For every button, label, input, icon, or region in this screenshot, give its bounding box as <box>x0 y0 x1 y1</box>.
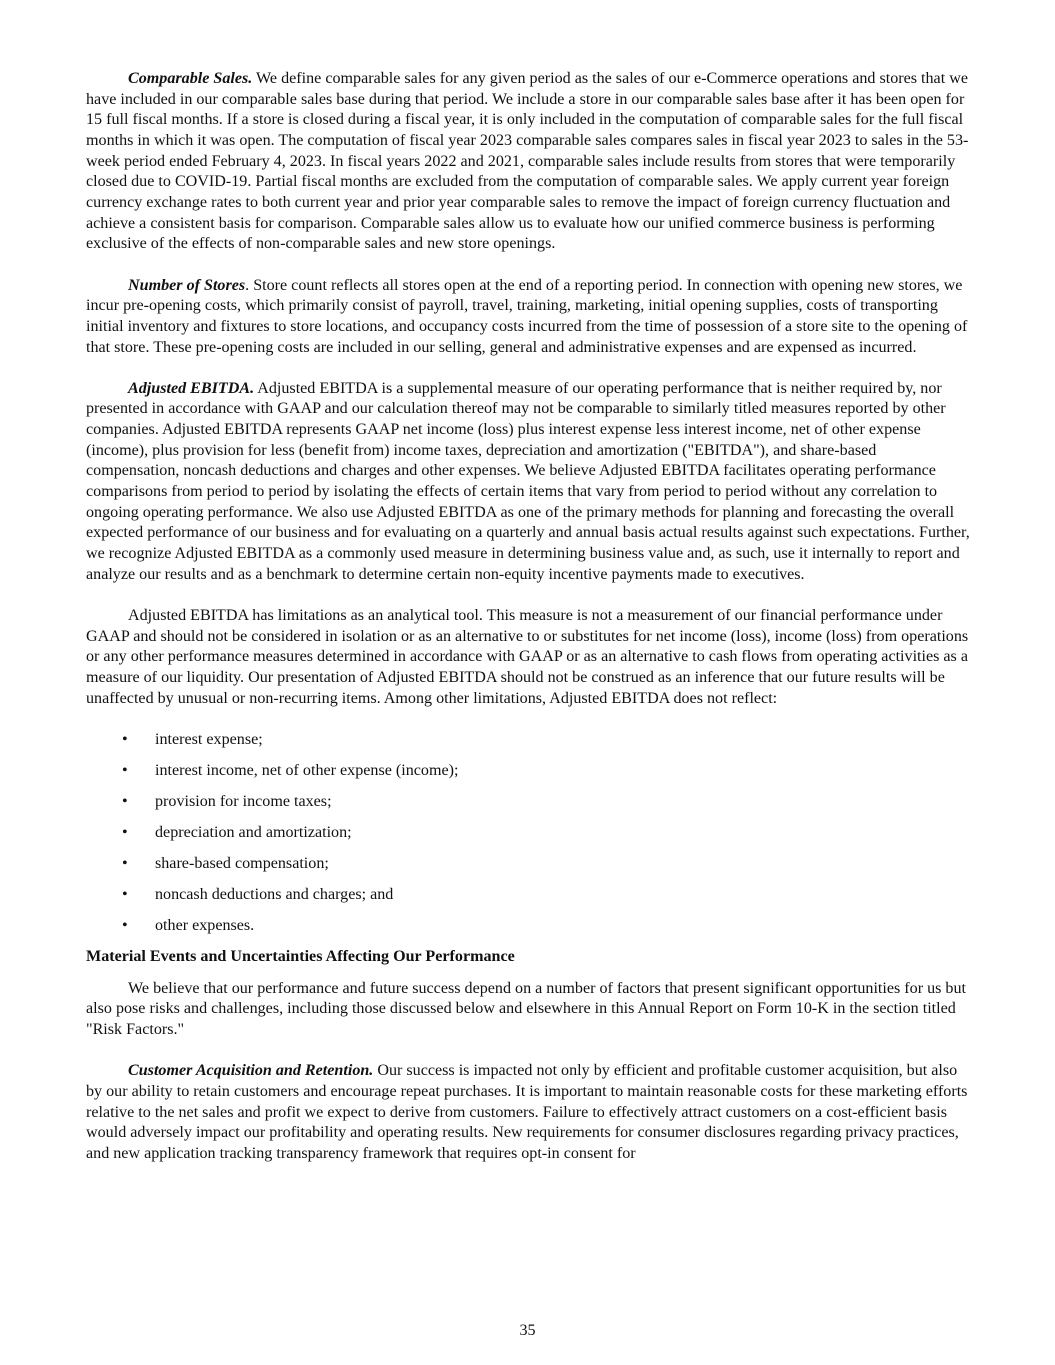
list-item-text: noncash deductions and charges; and <box>155 885 394 903</box>
paragraph-lead-adjusted-ebitda: Adjusted EBITDA. <box>128 379 255 397</box>
list-item-text: provision for income taxes; <box>155 792 332 810</box>
list-item <box>86 885 971 906</box>
list-item-text: depreciation and amortization; <box>155 823 352 841</box>
bullet-icon: • <box>122 916 128 934</box>
paragraph-customer-acquisition <box>86 1061 971 1164</box>
bullet-icon: • <box>122 854 128 872</box>
bullet-icon: • <box>122 885 128 903</box>
page-number: 35 <box>519 1322 536 1339</box>
paragraph-comparable-sales <box>86 69 971 255</box>
list-item-text: share-based compensation; <box>155 854 329 872</box>
paragraph-number-of-stores <box>86 276 971 359</box>
document-page <box>86 69 971 1185</box>
ebitda-exclusions-list <box>86 730 971 937</box>
paragraph-lead-number-of-stores: Number of Stores <box>128 276 246 294</box>
paragraph-body: We define comparable sales for any given period as the sales of our e-Commerce operations and stores that we have included in our comparable sales base during that period. We include a store in our comparable sales base after it has been open for 15 full fiscal months. If a store is closed during a fiscal year, it is only included in the computation of comparable sales for the full fiscal months in which it was open. The computation of fiscal year 2023 comparable sales compares sales in fiscal year 2023 to sales in the 53-week period ended February 4, 2023. In fiscal years 2022 and 2021, comparable sales include results from stores that were temporarily closed due to COVID-19. Partial fiscal months are excluded from the computation of comparable sales. We apply current year foreign currency exchange rates to both current year and prior year comparable sales to remove the impact of foreign currency fluctuation and achieve a consistent basis for comparison. Comparable sales allow us to evaluate how our unified commerce business is performing exclusive of the effects of non-comparable sales and new store openings. <box>86 70 969 253</box>
bullet-icon: • <box>122 823 128 841</box>
list-item <box>86 792 971 813</box>
paragraph-body: Adjusted EBITDA is a supplemental measure of our operating performance that is neither required by, nor presented in accordance with GAAP and our calculation thereof may not be comparable to similarly titled measures reported by other companies. Adjusted EBITDA represents GAAP net income (loss) plus interest expense less interest income, net of other expense (income), plus provision for less (benefit from) income taxes, depreciation and amortization ("EBITDA"), and share-based compensation, noncash deductions and charges and other expenses. We believe Adjusted EBITDA facilitates operating performance comparisons from period to period by isolating the effects of certain items that vary from period to period without any correlation to ongoing operating performance. We also use Adjusted EBITDA as one of the primary methods for planning and forecasting the overall expected performance of our business and for evaluating on a quarterly and annual basis actual results against such expectations. Further, we recognize Adjusted EBITDA as a commonly used measure in determining business value and, as such, use it internally to report and analyze our results and as a benchmark to determine certain non-equity incentive payments made to executives. <box>86 379 970 583</box>
list-item-text: interest income, net of other expense (income); <box>155 761 459 779</box>
bullet-icon: • <box>122 761 128 779</box>
list-item <box>86 823 971 844</box>
list-item <box>86 916 971 937</box>
paragraph-adjusted-ebitda <box>86 379 971 586</box>
list-item <box>86 730 971 751</box>
bullet-icon: • <box>122 792 128 810</box>
paragraph-material-events: We believe that our performance and future success depend on a number of factors that present significant opportunities for us but also pose risks and challenges, including those discussed below and elsewhere in this Annual Report on Form 10-K in the section titled "Risk Factors." <box>86 979 966 1038</box>
list-item-text: interest expense; <box>155 730 263 748</box>
paragraph-ebitda-limitations: Adjusted EBITDA has limitations as an analytical tool. This measure is not a measurement of our financial performance under GAAP and should not be considered in isolation or as an alternative to or substitutes for net income (loss), income (loss) from operations or any other performance measures determined in accordance with GAAP or as an alternative to cash flows from operating activities as a measure of our liquidity. Our presentation of Adjusted EBITDA should not be construed as an inference that our future results will be unaffected by unusual or non-recurring items. Among other limitations, Adjusted EBITDA does not reflect: <box>86 607 969 707</box>
paragraph-lead-customer-acquisition: Customer Acquisition and Retention. <box>128 1062 374 1080</box>
paragraph-body: Our success is impacted not only by efficient and profitable customer acquisition, but also by our ability to retain customers and encourage repeat purchases. It is important to maintain reasonable costs for these marketing efforts relative to the net sales and profit we expect to derive from customers. Failure to effectively attract customers on a cost-efficient basis would adversely impact our profitability and operating results. New requirements for consumer disclosures regarding privacy practices, and new application tracking transparency framework that requires opt-in consent for <box>86 1062 968 1162</box>
list-item <box>86 761 971 782</box>
paragraph-body: . Store count reflects all stores open at the end of a reporting period. In connection with opening new stores, we incur pre-opening costs, which primarily consist of payroll, travel, training, marketing, initial opening supplies, costs of transporting initial inventory and fixtures to store locations, and occupancy costs incurred from the time of possession of a store site to the opening of that store. These pre-opening costs are included in our selling, general and administrative expenses and are expensed as incurred. <box>86 276 968 356</box>
paragraph-lead-comparable-sales: Comparable Sales. <box>128 70 253 87</box>
list-item-text: other expenses. <box>155 916 255 934</box>
list-item <box>86 854 971 875</box>
section-heading-material-events: Material Events and Uncertainties Affecting Our Performance <box>86 948 515 966</box>
bullet-icon: • <box>122 730 128 748</box>
